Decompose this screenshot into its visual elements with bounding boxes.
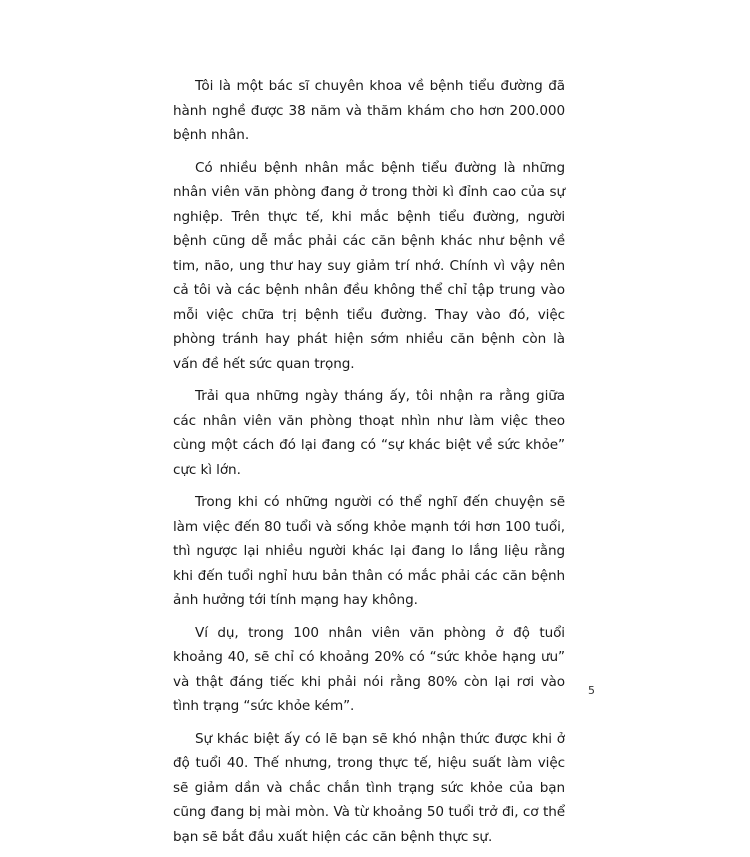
- paragraph: Trong khi có những người có thể nghĩ đến chuyện sẽ làm việc đến 80 tuổi và sống khỏe mạnh tới hơn 100 tuổi, thì ngược lại nhiều người khác lại đang lo lắng liệu rằng khi đến tuổi nghỉ hưu bản thân có mắc phải các căn bệnh ảnh hưởng tới tính mạng hay không.: [173, 494, 565, 608]
- paragraph: Trải qua những ngày tháng ấy, tôi nhận ra rằng giữa các nhân viên văn phòng thoạt nhìn như làm việc theo cùng một cách đó lại đang có “sự khác biệt về sức khỏe” cực kì lớn.: [173, 388, 565, 478]
- paragraph: Tôi là một bác sĩ chuyên khoa về bệnh tiểu đường đã hành nghề được 38 năm và thăm khám cho hơn 200.000 bệnh nhân.: [173, 78, 565, 143]
- page-number: 5: [588, 684, 595, 697]
- paragraph: Có nhiều bệnh nhân mắc bệnh tiểu đường là những nhân viên văn phòng đang ở trong thời kì đỉnh cao của sự nghiệp. Trên thực tế, khi mắc bệnh tiểu đường, người bệnh cũng dễ mắc phải các căn bệnh khác như bệnh về tim, não, ung thư hay suy giảm trí nhớ. Chính vì vậy nên cả tôi và các bệnh nhân đều không thể chỉ tập trung vào mỗi việc chữa trị bệnh tiểu đường. Thay vào đó, việc phòng tránh hay phát hiện sớm nhiều căn bệnh còn là vấn đề hết sức quan trọng.: [173, 159, 565, 372]
- paragraph: Sự khác biệt ấy có lẽ bạn sẽ khó nhận thức được khi ở độ tuổi 40. Thế nhưng, trong thực tế, hiệu suất làm việc sẽ giảm dần và chắc chắn tình trạng sức khỏe của bạn cũng đang bị mài mòn. Và từ khoảng 50 tuổi trở đi, cơ thể bạn sẽ bắt đầu xuất hiện các căn bệnh thực sự.: [173, 730, 565, 845]
- body-text: [173, 74, 565, 857]
- paragraph: Ví dụ, trong 100 nhân viên văn phòng ở độ tuổi khoảng 40, sẽ chỉ có khoảng 20% có “sức khỏe hạng ưu” và thật đáng tiếc khi phải nói rằng 80% còn lại rơi vào tình trạng “sức khỏe kém”.: [173, 624, 565, 714]
